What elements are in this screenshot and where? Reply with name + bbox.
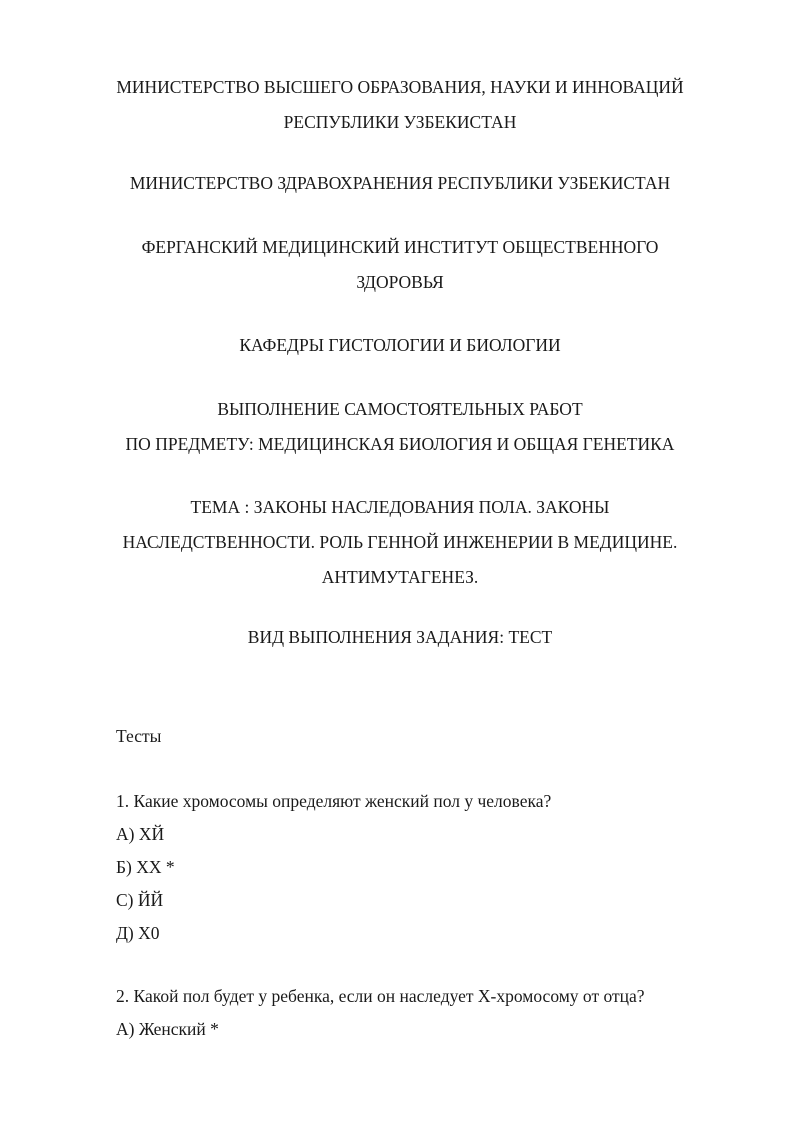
institute-heading bbox=[0, 230, 800, 300]
heading-line: ПО ПРЕДМЕТУ: МЕДИЦИНСКАЯ БИОЛОГИЯ И ОБЩАЯ ГЕНЕТИКА bbox=[125, 434, 675, 454]
answer-option: А) ХЙ bbox=[116, 824, 165, 844]
ministry-health-heading bbox=[0, 166, 800, 201]
heading-line: ВЫПОЛНЕНИЕ САМОСТОЯТЕЛЬНЫХ РАБОТ bbox=[217, 399, 583, 419]
answer-option: Д) Х0 bbox=[116, 923, 160, 943]
task-type-heading bbox=[0, 620, 800, 655]
heading-line: ФЕРГАНСКИЙ МЕДИЦИНСКИЙ ИНСТИТУТ ОБЩЕСТВЕННОГО bbox=[141, 237, 659, 257]
answer-option-correct: Б) ХХ * bbox=[116, 857, 175, 877]
topic-heading bbox=[0, 490, 800, 595]
department-heading bbox=[0, 328, 800, 363]
question-1 bbox=[116, 785, 551, 950]
heading-line: РЕСПУБЛИКИ УЗБЕКИСТАН bbox=[283, 112, 517, 132]
heading-line: КАФЕДРЫ ГИСТОЛОГИИ И БИОЛОГИИ bbox=[239, 335, 561, 355]
tests-heading-text: Тесты bbox=[116, 726, 162, 746]
work-title-heading bbox=[0, 392, 800, 462]
answer-option: С) ЙЙ bbox=[116, 890, 164, 910]
heading-line: НАСЛЕДСТВЕННОСТИ. РОЛЬ ГЕННОЙ ИНЖЕНЕРИИ В МЕДИЦИНЕ. bbox=[122, 532, 678, 552]
heading-line: ВИД ВЫПОЛНЕНИЯ ЗАДАНИЯ: ТЕСТ bbox=[247, 627, 553, 647]
heading-line: ТЕМА : ЗАКОНЫ НАСЛЕДОВАНИЯ ПОЛА. ЗАКОНЫ bbox=[190, 497, 610, 517]
question-2 bbox=[116, 980, 645, 1046]
ministry-higher-education-heading bbox=[0, 70, 800, 140]
question-text: 1. Какие хромосомы определяют женский пол у человека? bbox=[116, 791, 552, 811]
heading-line: МИНИСТЕРСТВО ВЫСШЕГО ОБРАЗОВАНИЯ, НАУКИ И ИННОВАЦИЙ bbox=[116, 77, 684, 97]
heading-line: ЗДОРОВЬЯ bbox=[356, 272, 444, 292]
question-text: 2. Какой пол будет у ребенка, если он наследует Х-хромосому от отца? bbox=[116, 986, 645, 1006]
answer-option-correct: А) Женский * bbox=[116, 1019, 219, 1039]
heading-line: МИНИСТЕРСТВО ЗДРАВОХРАНЕНИЯ РЕСПУБЛИКИ УЗБЕКИСТАН bbox=[129, 173, 671, 193]
tests-heading bbox=[116, 720, 161, 753]
heading-line: АНТИМУТАГЕНЕЗ. bbox=[321, 567, 479, 587]
